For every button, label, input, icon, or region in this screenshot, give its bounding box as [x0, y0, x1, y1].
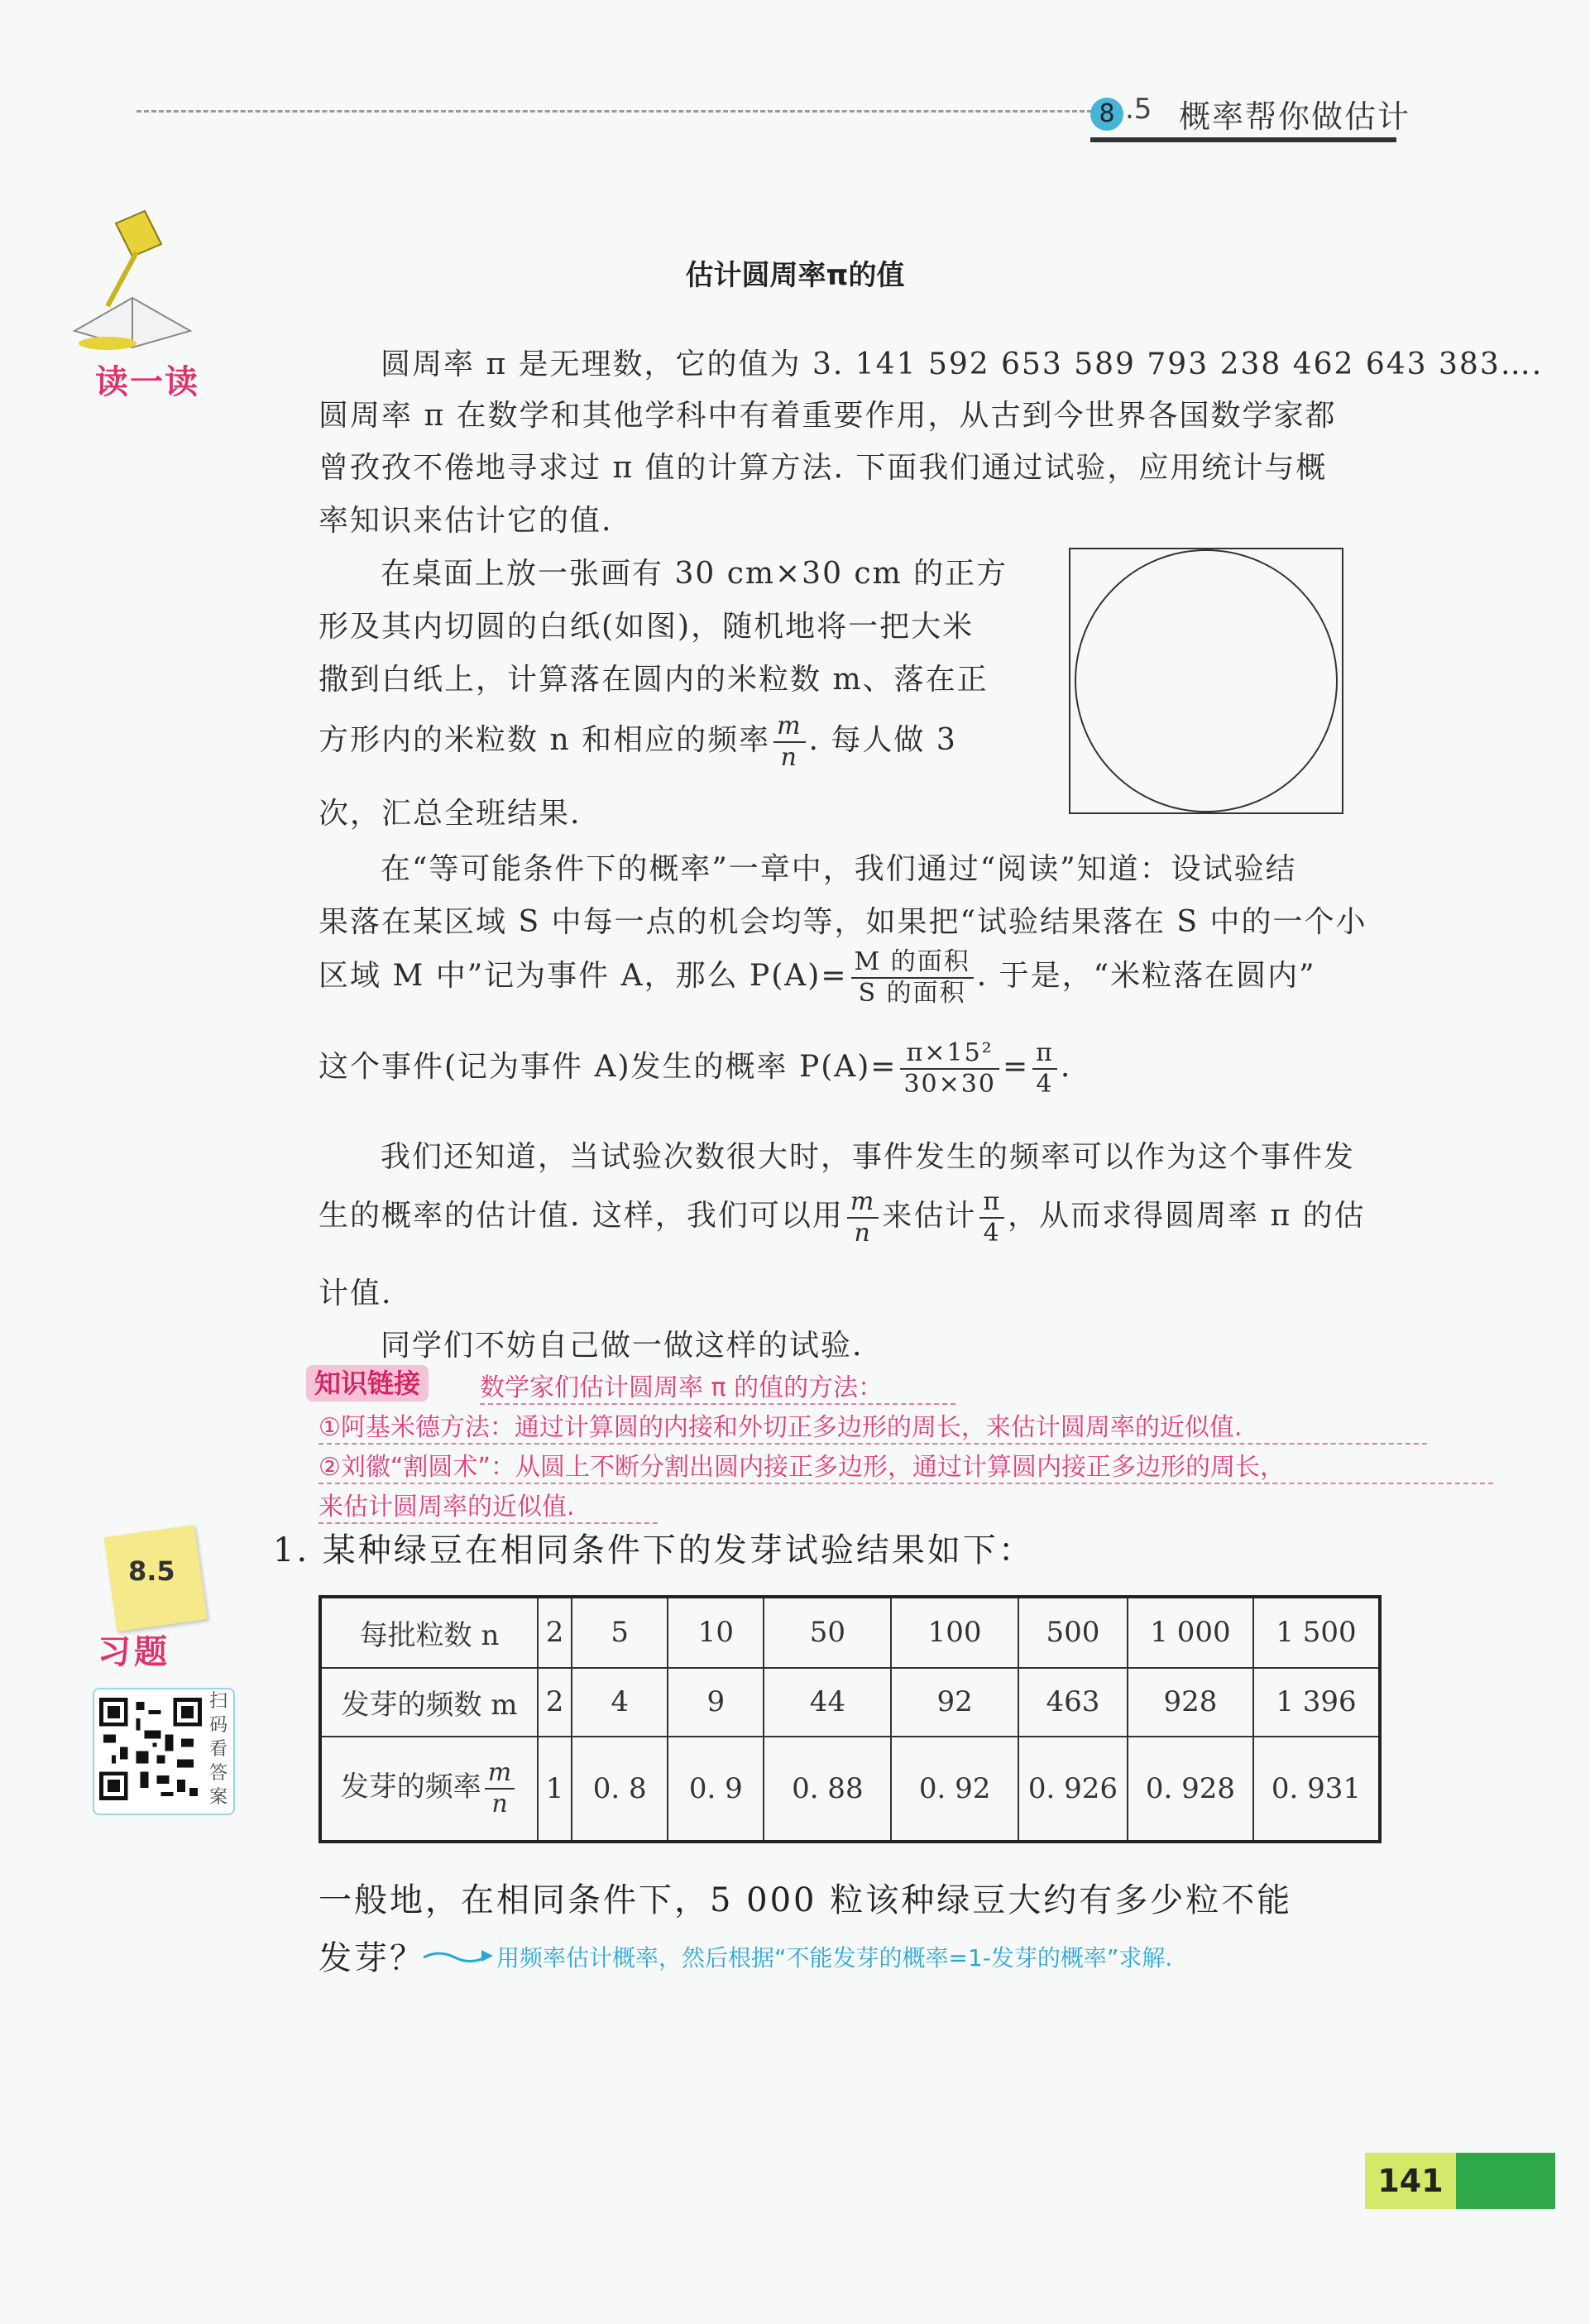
reading-line-17: 同学们不妨自己做一做这样的试验. — [381, 1329, 864, 1363]
table-cell: 0. 928 — [1128, 1737, 1253, 1842]
fraction-m-over-n-2: $\frac{m}{n}$ — [847, 1187, 879, 1248]
table-cell: 9 — [668, 1668, 764, 1737]
row-label: 发芽的频数 m — [320, 1668, 538, 1737]
table-cell: 463 — [1018, 1668, 1128, 1737]
knowledge-link-item-2: ②刘徽“割圆术”：从圆上不断分割出圆内接正多边形，通过计算圆内接正多边形的周长， — [318, 1446, 1493, 1484]
exercise-hint: 用频率估计概率，然后根据“不能发芽的概率=1-发芽的概率”求解. — [496, 1944, 1173, 1972]
qr-caption: 扫码看答案 — [208, 1691, 227, 1808]
table-cell: 2 — [538, 1597, 572, 1668]
knowledge-link-item-1: ①阿基米德方法：通过计算圆的内接和外切正多边形的周长，来估计圆周率的近似值. — [318, 1406, 1427, 1445]
fraction-pi-15-squared: $\frac{\text{π×15²}}{30\times 30}$ — [900, 1038, 999, 1100]
table-cell: 44 — [764, 1668, 891, 1737]
table-cell: 0. 92 — [891, 1737, 1018, 1842]
fraction-area-ratio: $\frac{\text{M 的面积}}{\text{S 的面积}}$ — [851, 947, 974, 1009]
table-cell: 1 000 — [1128, 1597, 1253, 1668]
reading-line-3: 曾孜孜不倦地寻求过 π 值的计算方法. 下面我们通过试验，应用统计与概 — [318, 451, 1328, 485]
fraction-pi-over-4-2: $\frac{\pi}{4}$ — [979, 1187, 1004, 1248]
table-row — [320, 1597, 1380, 1668]
section-number: .5 — [1125, 93, 1152, 126]
table-cell: 0. 931 — [1253, 1737, 1380, 1842]
reading-line-12-end: . 于是，“米粒落在圆内” — [976, 959, 1316, 993]
fraction-pi-over-4: $\frac{\pi}{4}$ — [1032, 1038, 1057, 1100]
reading-line-2: 圆周率 π 在数学和其他学科中有着重要作用，从古到今世界各国数学家都 — [318, 399, 1337, 433]
reading-line-9: 次，汇总全班结果. — [318, 797, 582, 831]
table-cell: 5 — [572, 1597, 668, 1668]
reading-line-5: 在桌面上放一张画有 30 cm×30 cm 的正方 — [381, 557, 1008, 591]
table-cell: 92 — [891, 1668, 1018, 1737]
table-cell: 1 396 — [1253, 1668, 1380, 1737]
reading-line-8-text: 方形内的米粒数 n 和相应的频率 — [318, 723, 771, 757]
exercise-follow-1: 一般地，在相同条件下，5 000 粒该种绿豆大约有多少粒不能 — [318, 1881, 1293, 1919]
table-cell: 100 — [891, 1597, 1018, 1668]
reading-line-13-text: 这个事件(记为事件 A)发生的概率 P(A)= — [318, 1050, 898, 1084]
reading-line-1: 圆周率 π 是无理数，它的值为 3. 141 592 653 589 793 238 462 643 383…. — [381, 347, 1544, 381]
table-cell: 2 — [538, 1668, 572, 1737]
table-cell: 0. 8 — [572, 1737, 668, 1842]
knowledge-link-badge: 知识链接 — [306, 1365, 429, 1402]
table-cell: 0. 926 — [1018, 1737, 1128, 1842]
arrow-right-icon — [422, 1946, 496, 1966]
table-cell: 50 — [764, 1597, 891, 1668]
table-row — [320, 1668, 1380, 1737]
reading-line-12-text: 区域 M 中”记为事件 A，那么 P(A)= — [318, 959, 848, 993]
table-cell: 0. 9 — [668, 1737, 764, 1842]
reading-line-10: 在“等可能条件下的概率”一章中，我们通过“阅读”知道：设试验结 — [381, 852, 1297, 886]
exercise-question: 1. 某种绿豆在相同条件下的发芽试验结果如下： — [273, 1531, 1034, 1569]
sticky-section-number: 8.5 — [128, 1555, 175, 1587]
knowledge-link-intro: 数学家们估计圆周率 π 的值的方法： — [480, 1367, 955, 1405]
reading-line-6: 形及其内切圆的白纸(如图)，随机地将一把大米 — [318, 610, 975, 644]
reading-line-16: 计值. — [318, 1277, 393, 1311]
table-cell: 1 — [538, 1737, 572, 1842]
page-number: 141 — [1365, 2153, 1456, 2209]
header-underline — [1090, 137, 1396, 142]
reading-line-14: 我们还知道，当试验次数很大时，事件发生的频率可以作为这个事件发 — [381, 1140, 1356, 1174]
reading-line-4: 率知识来估计它的值. — [318, 504, 613, 538]
reading-line-11: 果落在某区域 S 中每一点的机会均等，如果把“试验结果落在 S 中的一个小 — [318, 905, 1367, 939]
chapter-title: 概率帮你做估计 — [1179, 98, 1411, 135]
qr-code-icon[interactable] — [99, 1698, 202, 1800]
table-cell: 0. 88 — [764, 1737, 891, 1842]
table-cell: 1 500 — [1253, 1597, 1380, 1668]
fraction-m-over-n: $\frac{m}{n}$ — [773, 712, 805, 773]
fraction-m-over-n-table: $\frac{m}{n}$ — [485, 1758, 515, 1819]
reading-line-13: 这个事件(记为事件 A)发生的概率 P(A)= $\frac{\text{π×15²}}{30\times 30}$ = $\frac{\pi}{4}$ . — [318, 1038, 1072, 1099]
table-cell: 4 — [572, 1668, 668, 1737]
reading-line-8-end: . 每人做 3 — [808, 723, 957, 757]
germination-table — [318, 1595, 1382, 1843]
reading-line-8 — [318, 712, 957, 773]
table-cell: 928 — [1128, 1668, 1253, 1737]
reading-title: 估计圆周率π的值 — [685, 259, 905, 292]
inscribed-circle-figure — [1069, 548, 1343, 814]
exercise-follow-2: 发芽？ — [318, 1939, 425, 1977]
row-label-frequency: 发芽的频率 $\frac{m}{n}$ — [320, 1737, 538, 1842]
table-cell: 500 — [1018, 1597, 1128, 1668]
inscribed-circle — [1075, 550, 1337, 812]
reading-line-15: 生的概率的估计值. 这样，我们可以用 $\frac{m}{n}$ 来估计 $\frac{\pi}{4}$ ，从而求得圆周率 π 的估 — [318, 1187, 1366, 1248]
table-cell: 10 — [668, 1597, 764, 1668]
read-section-label: 读一读 — [95, 363, 199, 401]
reading-line-12 — [318, 947, 1315, 1009]
row-label: 每批粒数 n — [320, 1597, 538, 1668]
knowledge-link-item-3: 来估计圆周率的近似值. — [318, 1486, 658, 1524]
table-row — [320, 1737, 1380, 1842]
reading-line-7: 撒到白纸上，计算落在圆内的米粒数 m、落在正 — [318, 663, 989, 697]
exercise-label: 习题 — [98, 1633, 170, 1671]
section-badge: 8 — [1090, 98, 1123, 131]
header-dashed-rule — [136, 110, 1092, 113]
